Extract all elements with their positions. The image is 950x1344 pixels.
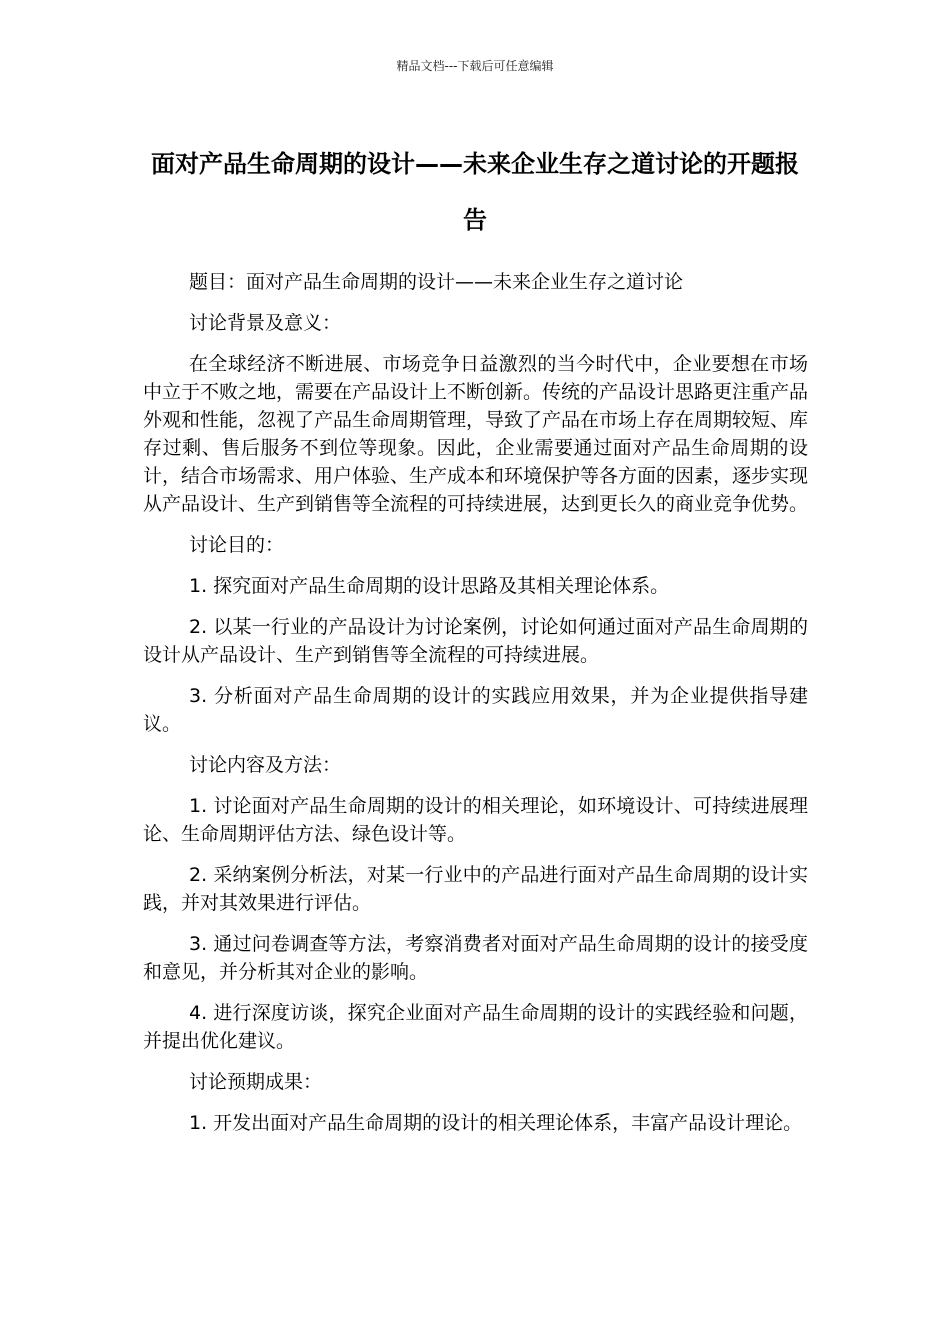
paragraph-background-heading: 讨论背景及意义： [189,312,342,334]
paragraph-purpose-heading: 讨论目的： [189,534,285,556]
paragraph-method-item-1: 1. 讨论面对产品生命周期的设计的相关理论，如环境设计、可持续进展理论、生命周期评估方法、绿色设计等。 [143,795,808,845]
paragraph-method-item-4: 4. 进行深度访谈，探究企业面对产品生命周期的设计的实践经验和问题，并提出优化建议。 [143,1002,808,1052]
paragraph-outcome-heading: 讨论预期成果： [189,1071,323,1093]
document-body [143,268,808,1150]
paragraph-method-item-3: 3. 通过问卷调查等方法，考察消费者对面对产品生命周期的设计的接受度和意见，并分析其对企业的影响。 [143,933,808,983]
paragraph-topic: 题目：面对产品生命周期的设计——未来企业生存之道讨论 [189,271,684,293]
header-note: 精品文档---下载后可任意编辑 [396,59,554,73]
paragraph-background-body: 在全球经济不断进展、市场竞争日益激烈的当今时代中，企业要想在市场中立于不败之地，需要在产品设计上不断创新。传统的产品设计思路更注重产品外观和性能，忽视了产品生命周期管理，导致了产品在市场上存在周期较短、库存过剩、售后服务不到位等现象。因此，企业需要通过面对产品生命周期的设计，结合市场需求、用户体验、生产成本和环境保护等各方面的因素，逐步实现从产品设计、生产到销售等全流程的可持续进展，达到更长久的商业竞争优势。 [143,353,809,515]
paragraph-purpose-item-3: 3. 分析面对产品生命周期的设计的实践应用效果，并为企业提供指导建议。 [143,685,808,735]
paragraph-outcome-item-1: 1. 开发出面对产品生命周期的设计的相关理论体系，丰富产品设计理论。 [189,1112,803,1134]
document-title: 面对产品生命周期的设计——未来企业生存之道讨论的开题报告 [151,150,799,234]
paragraph-method-item-2: 2. 采纳案例分析法，对某一行业中的产品进行面对产品生命周期的设计实践，并对其效果进行评估。 [143,864,808,914]
paragraph-purpose-item-1: 1. 探究面对产品生命周期的设计思路及其相关理论体系。 [189,575,670,597]
paragraph-method-heading: 讨论内容及方法： [189,754,342,776]
paragraph-purpose-item-2: 2. 以某一行业的产品设计为讨论案例，讨论如何通过面对产品生命周期的设计从产品设计、生产到销售等全流程的可持续进展。 [143,616,808,666]
